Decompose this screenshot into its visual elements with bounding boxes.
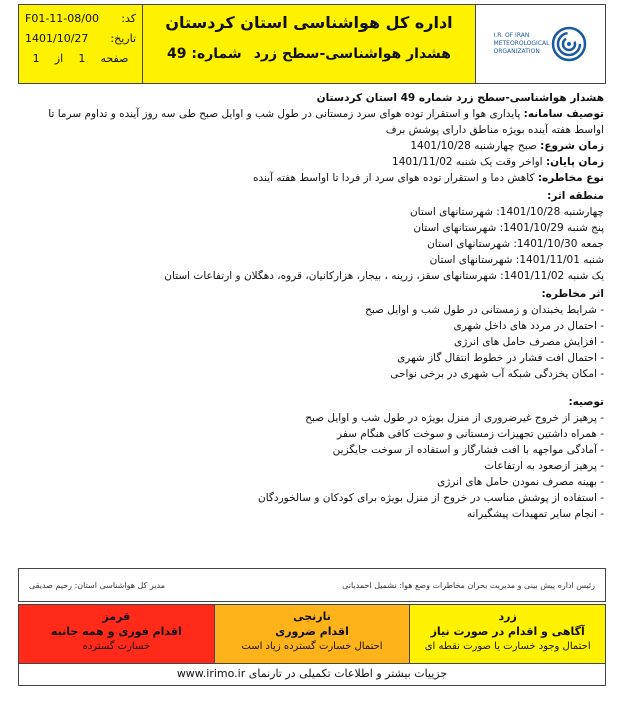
list-item: - شرایط یخبندان و زمستانی در طول شب و اوایل صبح xyxy=(365,304,604,316)
alert-document xyxy=(4,4,616,699)
header-title-block xyxy=(143,5,475,83)
code-value: F01-11-08/00 xyxy=(25,12,99,25)
alert-levels-table xyxy=(18,604,606,664)
list-item: - پرهیز ازصعود به ارتفاعات xyxy=(484,460,604,472)
list-item: - امکان یخزدگی شبکه آب شهری در برخی نواحی xyxy=(390,368,604,380)
hazard-type: نوع مخاطره: کاهش دما و استقرار توده هوای سرد از فردا تا اواسط هفته آینده xyxy=(253,172,604,184)
header-meta xyxy=(19,5,143,83)
end-time: زمان پایان: اواخر وقت یک شنبه 1401/11/02 xyxy=(392,156,604,168)
document-header xyxy=(18,4,606,84)
list-item: - استفاده از پوشش مناسب در خروج از منزل بویژه برای کودکان و سالخوردگان xyxy=(258,492,604,504)
logo-text: I.R. OF IRAN METEOROLOGICAL ORGANIZATION xyxy=(493,32,550,55)
list-item: - انجام سایر تمهیدات پیشگیرانه xyxy=(466,508,604,520)
website-note: جزییات بیشتر و اطلاعات تکمیلی در تارنمای www.irimo.ir xyxy=(18,664,606,686)
level-orange: نارنجی اقدام ضروری احتمال خسارت گسترده زیاد است xyxy=(214,605,410,663)
signature-row xyxy=(18,568,606,602)
list-item: - افزایش مصرف حامل های انرژی xyxy=(454,336,604,348)
list-item: یک شنبه 1401/11/02: شهرستانهای سقز، زرینه ، بیجار، هزارکانیان، قروه، دهگلان و ارتفاعات استان xyxy=(164,270,604,282)
level-yellow: زرد آگاهی و اقدام در صورت نیاز احتمال وجود خسارت یا صورت نقطه ای xyxy=(409,605,605,663)
list-item: پنج شنبه 1401/10/29: شهرستانهای استان xyxy=(413,222,604,234)
forecast-head-signature: رئیس اداره پیش بینی و مدیریت بحران مخاطرات وضع هوا: نشمیل احمدیانی xyxy=(342,580,595,590)
list-item: - احتمال افت فشار در خطوط انتقال گاز شهری xyxy=(397,352,604,364)
area-list xyxy=(24,204,604,284)
level-red: قرمز اقدام فوری و همه جانبه خسارت گسترده xyxy=(19,605,214,663)
director-signature: مدیر کل هواشناسی استان: رحیم صدیقی xyxy=(29,580,166,590)
page-of: از xyxy=(54,52,64,65)
alert-title: هشدار هواشناسی-سطح زرد xyxy=(253,46,451,62)
advice-heading: توصیه: xyxy=(568,396,604,408)
list-item: جمعه 1401/10/30: شهرستانهای استان xyxy=(427,238,604,250)
list-item: چهارشنبه 1401/10/28: شهرستانهای استان xyxy=(409,206,604,218)
list-item: - احتمال در مردد های داخل شهری xyxy=(453,320,604,332)
page-label: صفحه xyxy=(100,52,129,65)
alert-body xyxy=(24,88,604,522)
list-item: شنبه 1401/11/01: شهرستانهای استان xyxy=(429,254,604,266)
list-item: - بهینه مصرف نمودن حامل های انرژی xyxy=(437,476,604,488)
area-heading: منطقه اثر: xyxy=(547,190,604,202)
page-total: 1 xyxy=(32,52,40,65)
alert-heading: هشدار هواشناسی-سطح زرد شماره 49 استان کردستان xyxy=(316,92,604,104)
meteorological-organization-logo xyxy=(475,5,605,83)
list-item: - آمادگی مواجهه با افت فشارگاز و استفاده از سوخت جایگزین xyxy=(332,444,604,456)
list-item: - پرهیز از خروج غیرضروری از منزل بویژه در طول شب و اوایل صبح xyxy=(305,412,604,424)
advice-list xyxy=(24,410,604,522)
code-label: کد: xyxy=(121,12,136,25)
org-title: اداره کل هواشناسی استان کردستان xyxy=(165,13,453,32)
system-description: توصیف سامانه: پایداری هوا و استقرار توده هوای سرد زمستانی در طول شب و اوایل صبح طی سه روز آینده و تداوم سرما تا اواسط هفته آینده بویژه مناطق دارای پوشش برف xyxy=(48,108,604,136)
alert-number: شماره: 49 xyxy=(167,46,242,62)
date-value: 1401/10/27 xyxy=(25,32,89,45)
list-item: - همراه داشتین تجهیزات زمستانی و سوخت کافی هنگام سفر xyxy=(337,428,604,440)
start-time: زمان شروع: صبح چهارشنبه 1401/10/28 xyxy=(410,140,604,152)
spiral-logo-icon xyxy=(551,26,587,62)
page-number: 1 xyxy=(78,52,86,65)
effects-heading: اثر مخاطره: xyxy=(541,288,604,300)
date-label: تاریخ: xyxy=(110,32,136,45)
effects-list xyxy=(24,302,604,382)
